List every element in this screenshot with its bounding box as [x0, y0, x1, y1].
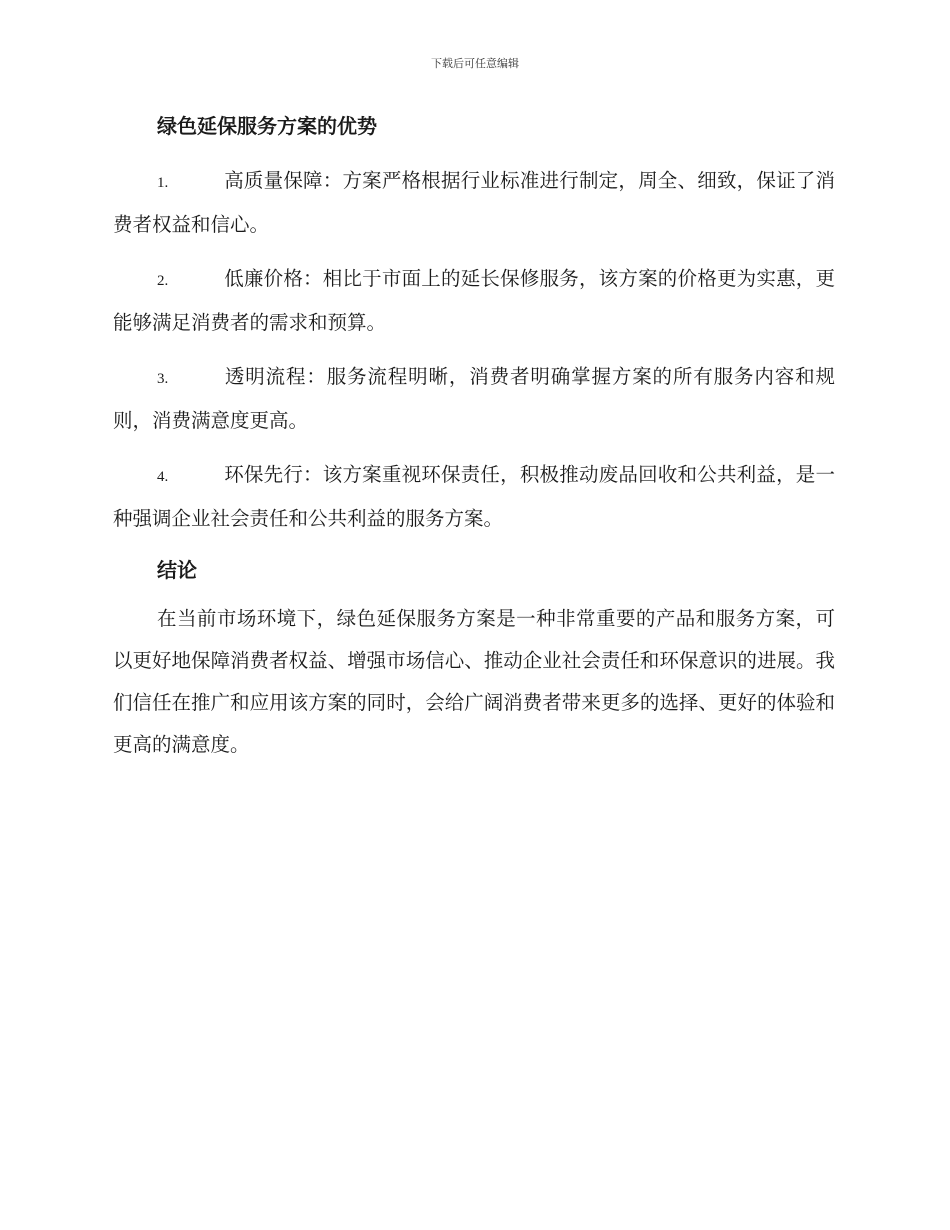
- list-item: [113, 160, 835, 246]
- list-item-number: 1.: [157, 175, 169, 191]
- list-item-text: 高质量保障：方案严格根据行业标准进行制定，周全、细致，保证了消费者权益和信心。: [113, 169, 835, 236]
- list-item-text: 透明流程：服务流程明晰，消费者明确掌握方案的所有服务内容和规则，消费满意度更高。: [113, 365, 835, 432]
- list-item-number: 2.: [157, 273, 169, 289]
- section-heading-advantages: 绿色延保服务方案的优势: [157, 114, 377, 138]
- list-item-number: 4.: [157, 469, 169, 485]
- list-item: [113, 454, 835, 540]
- list-item: [113, 356, 835, 442]
- list-item-text: 低廉价格：相比于市面上的延长保修服务，该方案的价格更为实惠，更能够满足消费者的需求和预算。: [113, 267, 835, 334]
- list-item-number: 3.: [157, 371, 169, 387]
- page-header: 下载后可任意编辑: [431, 57, 519, 70]
- list-item-text: 环保先行：该方案重视环保责任，积极推动废品回收和公共利益，是一种强调企业社会责任和公共利益的服务方案。: [113, 463, 835, 530]
- section-heading-conclusion: 结论: [157, 558, 197, 582]
- conclusion-paragraph: 在当前市场环境下，绿色延保服务方案是一种非常重要的产品和服务方案，可以更好地保障消费者权益、增强市场信心、推动企业社会责任和环保意识的进展。我们信任在推广和应用该方案的同时，会给广阔消费者带来更多的选择、更好的体验和更高的满意度。: [113, 607, 835, 756]
- document-body: [113, 110, 835, 766]
- list-item: [113, 258, 835, 344]
